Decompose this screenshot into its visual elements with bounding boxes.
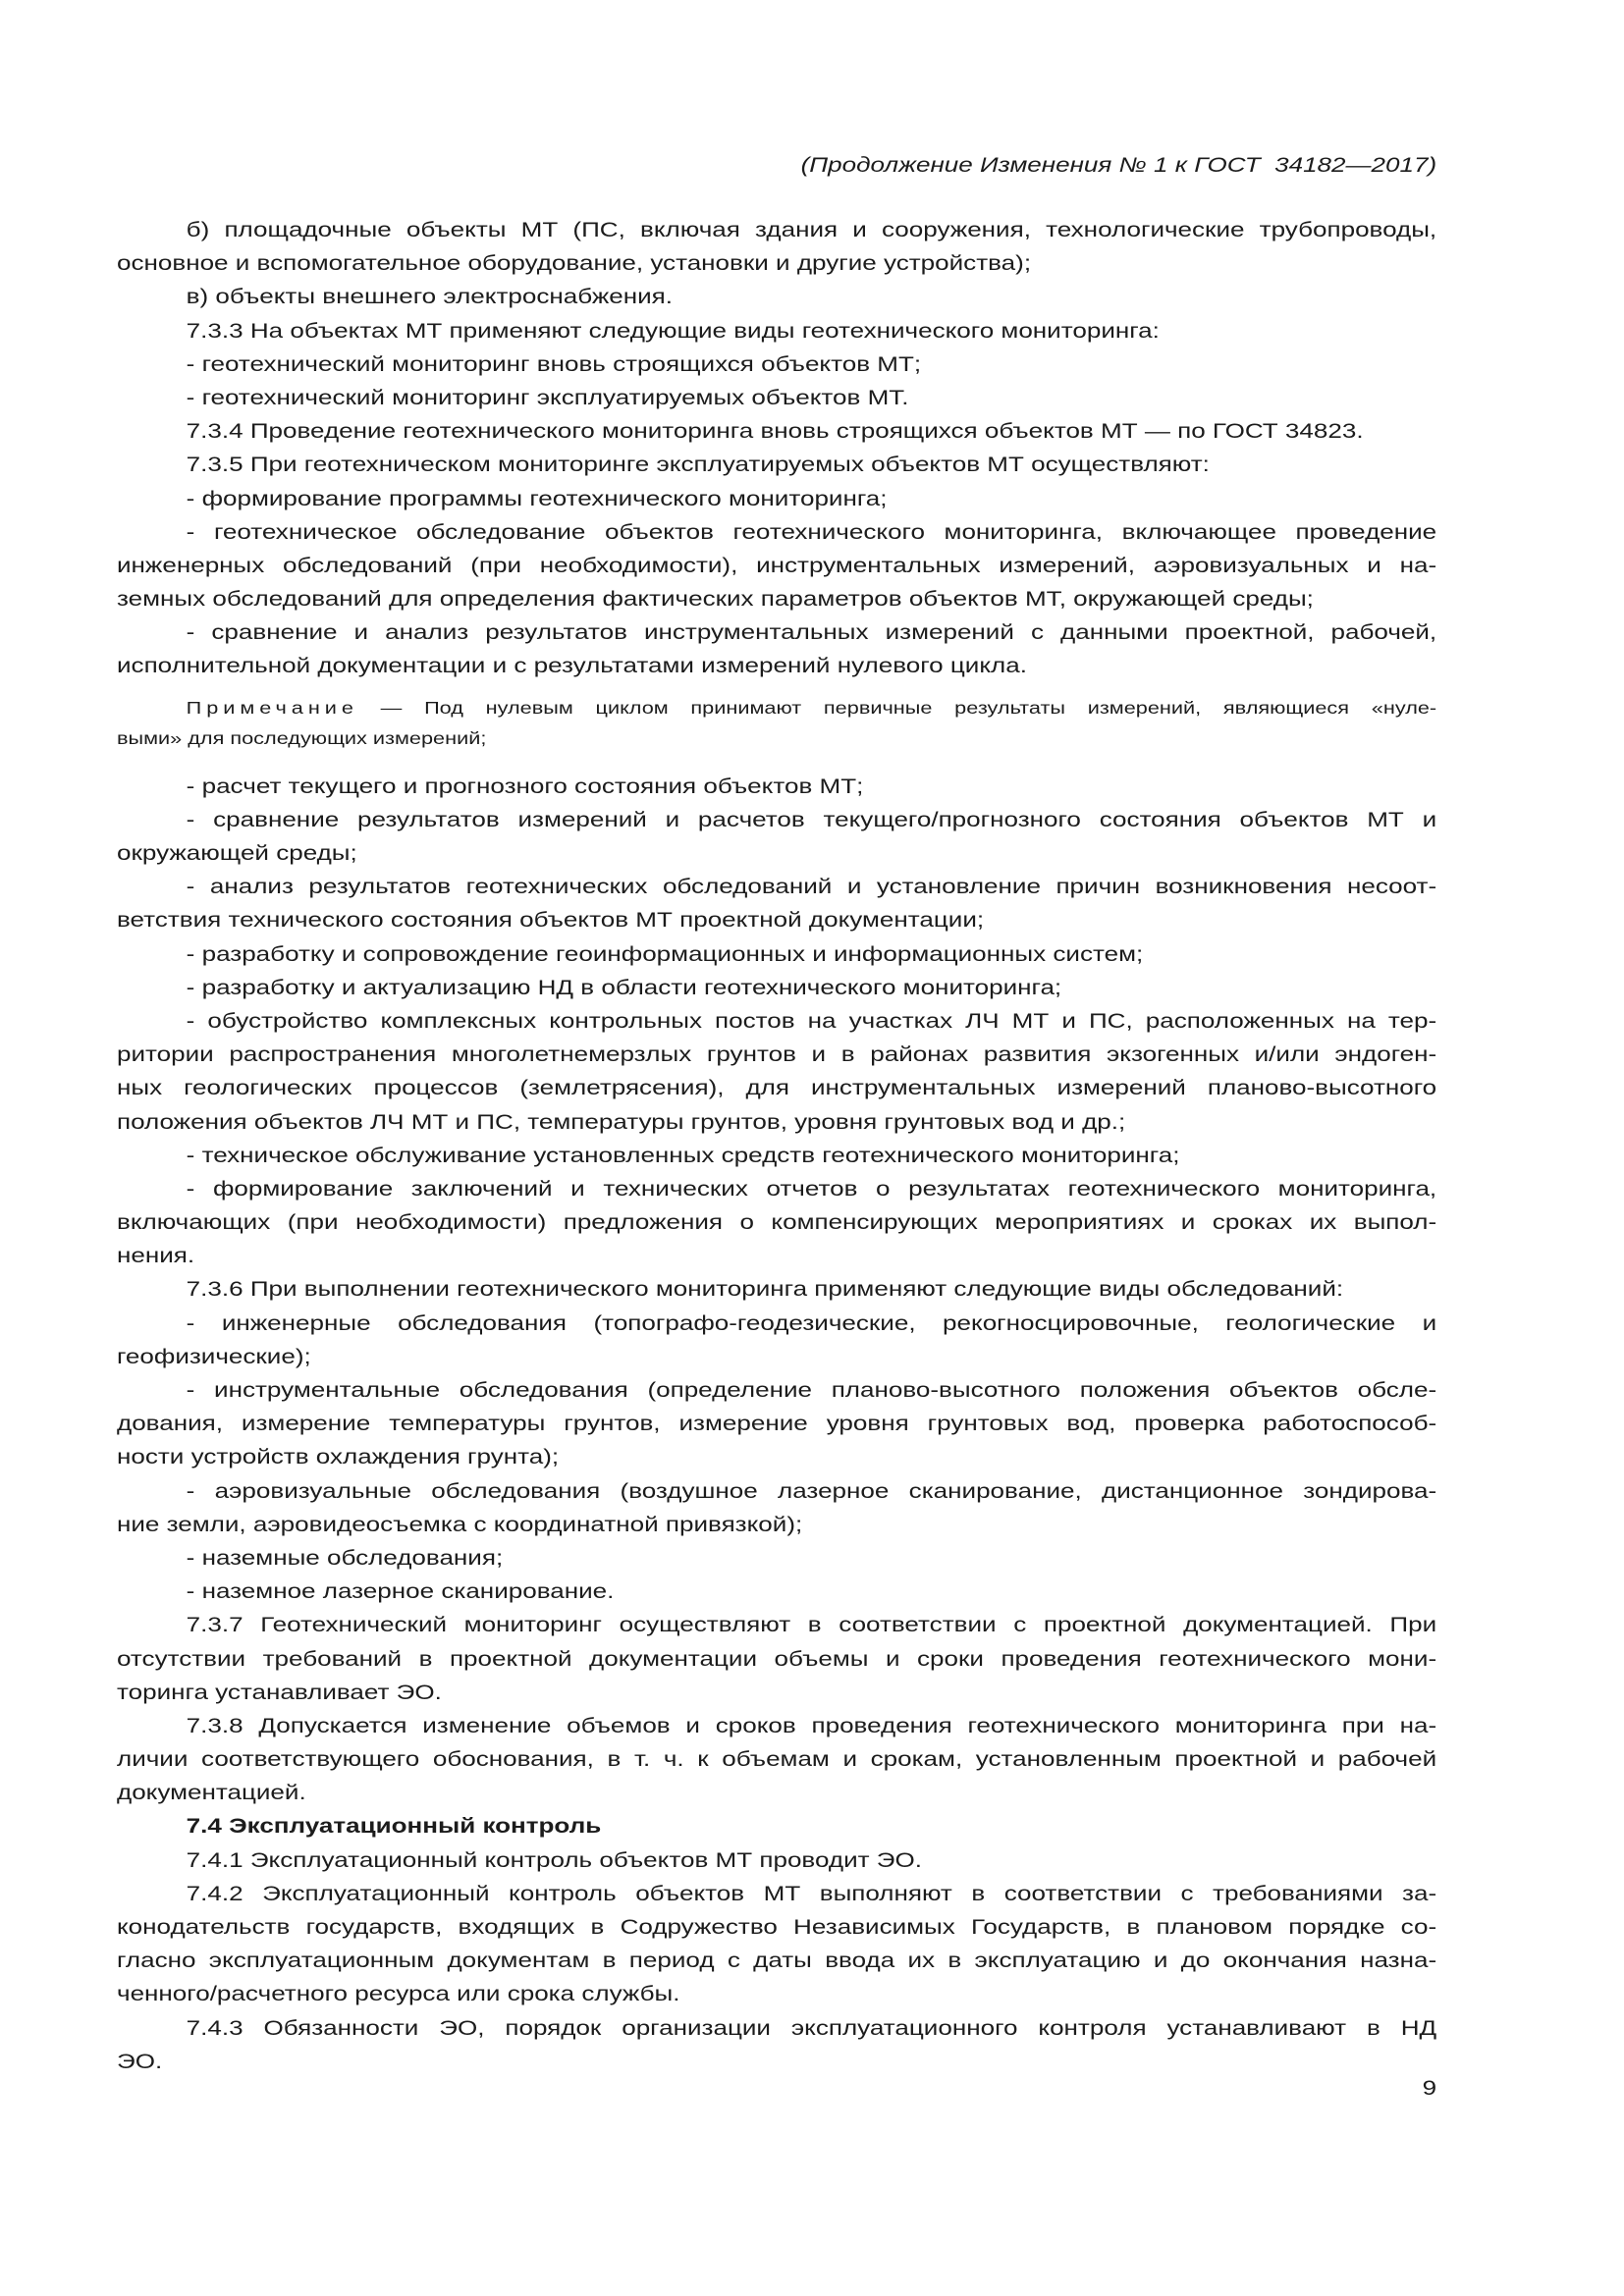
paragraph [117,1140,1436,1173]
paragraph [117,1273,1436,1307]
text-line: 7.4 Эксплуатационный контроль [186,1815,602,1839]
text-line: гласно эксплуатационным документам в период с даты ввода их в эксплуатацию и до окончания назна- [117,1949,1437,1973]
text-line: 7.3.4 Проведение геотехнического мониторинга вновь строящихся объектов МТ — по ГОСТ 34823. [186,420,1364,444]
text-line: основное и вспомогательное оборудование, установки и другие устройства); [117,252,1032,276]
text-line: окружающей среды; [117,842,357,865]
text-line: 7.3.8 Допускается изменение объемов и сроков проведения геотехнического мониторинга при на- [186,1714,1437,1737]
paragraph [117,281,1436,314]
text-line: исполнительной документации и с результатами измерений нулевого цикла. [117,655,1027,678]
paragraph [117,2012,1436,2079]
text-line: дования, измерение температуры грунтов, измерение уровня грунтовых вод, проверка работоспособ- [117,1413,1437,1436]
text-line: документацией. [117,1782,306,1805]
text-line: - техническое обслуживание установленных средств геотехнического мониторинга; [186,1144,1180,1167]
text-line: - аэровизуальные обследования (воздушное лазерное сканирование, дистанционное зондирова- [186,1479,1437,1503]
paragraph [117,1575,1436,1609]
text-line: в) объекты внешнего электроснабжения. [186,286,674,309]
text-line: торинга устанавливает ЭО. [117,1681,442,1704]
text-line: 7.3.3 На объектах МТ применяют следующие виды геотехнического мониторинга: [186,319,1160,343]
text-line: ритории распространения многолетнемерзлых грунтов и в районах развития экзогенных и/или эндоген- [117,1043,1437,1067]
text-line: 7.4.1 Эксплуатационный контроль объектов МТ проводит ЭО. [186,1848,922,1872]
paragraph [117,516,1436,617]
paragraph [117,1308,1436,1374]
text-line: инженерных обследований (при необходимости), инструментальных измерений, аэровизуальных и на- [117,554,1437,577]
section-7-3-part-1 [117,214,1436,684]
text-line: ЭО. [117,2050,163,2073]
document-body [117,214,1436,2079]
document-page [117,0,1436,2296]
paragraph [117,315,1436,348]
paragraph [117,415,1436,449]
text-line: ветствия технического состояния объектов МТ проектной документации; [117,909,985,933]
paragraph [117,214,1436,281]
text-line: - разработку и актуализацию НД в области геотехнического мониторинга; [186,976,1062,999]
text-line: - инструментальные обследования (определение планово-высотного положения объектов обсле- [186,1379,1437,1402]
paragraph [117,972,1436,1005]
text-line: геофизические); [117,1345,311,1368]
text-line: - формирование заключений и технических отчетов о результатах геотехнического мониторинга, [186,1177,1437,1201]
text-line: 7.3.5 При геотехническом мониторинге эксплуатируемых объектов МТ осуществляют: [186,454,1210,477]
text-line: - инженерные обследования (топографо-геодезические, рекогносцировочные, геологические и [186,1311,1437,1335]
text-line: ности устройств охлаждения грунта); [117,1446,560,1469]
text-line: - наземное лазерное сканирование. [186,1580,615,1604]
text-line: ние земли, аэровидеосъемка с координатной привязкой); [117,1513,803,1536]
text-line: б) площадочные объекты МТ (ПС, включая здания и сооружения, технологические трубопроводы, [186,219,1437,241]
text-line: положения объектов ЛЧ МТ и ПС, температуры грунтов, уровня грунтовых вод и др.; [117,1110,1126,1134]
paragraph [117,1173,1436,1274]
note-label: Примечание [186,697,358,718]
text-line: включающих (при необходимости) предложения о компенсирующих мероприятиях и сроках их выпол- [117,1211,1437,1235]
text-line: - сравнение результатов измерений и расчетов текущего/прогнозного состояния объектов МТ и [186,808,1437,831]
paragraph [117,804,1436,871]
page-number: 9 [1422,2077,1437,2100]
paragraph [117,483,1436,516]
text-line: - сравнение и анализ результатов инструментальных измерений с данными проектной, рабочей, [186,621,1437,645]
paragraph [117,1374,1436,1475]
text-line: - наземные обследования; [186,1546,504,1570]
paragraph [117,382,1436,415]
paragraph [117,938,1436,972]
text-line: 7.3.6 При выполнении геотехнического мониторинга применяют следующие виды обследований: [186,1278,1344,1302]
text-line: 7.4.3 Обязанности ЭО, порядок организации эксплуатационного контроля устанавливают в НД [186,2016,1437,2040]
paragraph [117,1475,1436,1542]
text-line: 7.4.2 Эксплуатационный контроль объектов МТ выполняют в соответствии с требованиями за- [186,1882,1437,1905]
note-text: — Под нулевым циклом принимают первичные результаты измерений, являющиеся «нуле- [380,697,1437,718]
text-line: - расчет текущего и прогнозного состояния объектов МТ; [186,774,864,798]
paragraph [117,1878,1436,2012]
paragraph [117,771,1436,804]
text-line: - анализ результатов геотехнических обследований и установление причин возникновения несоот- [186,876,1437,899]
paragraph [117,616,1436,683]
text-line: ных геологических процессов (землетрясения), для инструментальных измерений планово-высотного [117,1077,1437,1100]
paragraph [117,1542,1436,1575]
note-line [117,693,1436,723]
text-line: нения. [117,1245,195,1268]
paragraph [117,348,1436,382]
paragraph [117,449,1436,482]
paragraph [117,1844,1436,1878]
text-line: конодательств государств, входящих в Содружество Независимых Государств, в плановом порядке со- [117,1916,1437,1939]
text-line: - геотехнический мониторинг эксплуатируемых объектов МТ. [186,386,909,409]
paragraph [117,1609,1436,1710]
text-line: - геотехническое обследование объектов геотехнического мониторинга, включающее проведение [186,520,1437,544]
text-line: - разработку и сопровождение геоинформационных и информационных систем; [186,942,1144,966]
text-line: - формирование программы геотехнического мониторинга; [186,487,888,510]
text-line: личии соответствующего обоснования, в т. ч. к объемам и срокам, установленным проектной и рабочей [117,1748,1437,1772]
text-line: отсутствии требований в проектной документации объемы и сроки проведения геотехнического мони- [117,1647,1437,1671]
text-line: земных обследований для определения фактических параметров объектов МТ, окружающей среды; [117,588,1314,612]
section-7-3-part-2 [117,771,1436,2079]
text-line: ченного/расчетного ресурса или срока службы. [117,1983,680,2006]
text-line: 7.3.7 Геотехнический мониторинг осуществляют в соответствии с проектной документацией. При [186,1614,1437,1637]
text-line: - геотехнический мониторинг вновь строящихся объектов МТ; [186,352,922,376]
paragraph [117,1710,1436,1811]
paragraph [117,1005,1436,1140]
paragraph [117,871,1436,937]
note-line: выми» для последующих измерений; [117,727,487,748]
text-line: - обустройство комплексных контрольных постов на участках ЛЧ МТ и ПС, расположенных на тер- [186,1009,1437,1033]
note [117,693,1436,754]
continuation-header: (Продолжение Изменения № 1 к ГОСТ 34182—2017) [800,154,1437,177]
section-heading [117,1810,1436,1843]
